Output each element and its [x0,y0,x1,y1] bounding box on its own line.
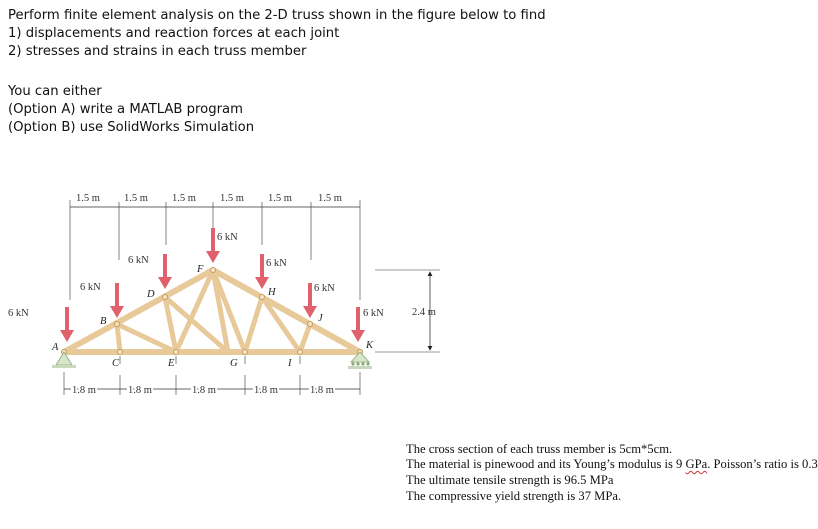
node-label-i: I [288,358,292,369]
bottom-dim-1: 1.8 m [72,385,96,396]
bottom-dim-3: 1.8 m [192,385,216,396]
truss-joints [62,268,363,355]
problem-item-1: 1) displacements and reaction forces at each joint [8,26,340,41]
top-dim-3: 1.5 m [172,193,196,204]
top-dim-4: 1.5 m [220,193,244,204]
load-label-b: 6 kN [80,282,101,293]
height-dim-label: 2.4 m [412,307,436,318]
node-label-f: F [197,264,204,275]
node-label-e: E [168,358,175,369]
top-dim-1: 1.5 m [76,193,100,204]
node-label-c: C [112,358,120,369]
spec-material [406,457,818,472]
node-label-b: B [100,316,107,327]
load-label-d: 6 kN [128,255,149,266]
bottom-dim-2: 1.8 m [128,385,152,396]
spec-material-after: . Poisson’s ratio is 0.3 [707,457,818,471]
node-label-d: D [147,289,155,300]
node-label-k: K [366,340,374,351]
spec-cross-section: The cross section of each truss member is 5cm*5cm. [406,442,673,456]
option-b: (Option B) use SolidWorks Simulation [8,120,255,135]
bottom-dim-4: 1.8 m [254,385,278,396]
load-arrow-d [158,254,172,289]
top-dim-5: 1.5 m [268,193,292,204]
node-label-a: A [52,342,59,353]
problem-item-2: 2) stresses and strains in each truss member [8,44,307,59]
node-label-g: G [230,358,238,369]
load-label-a: 6 kN [8,308,29,319]
load-label-k: 6 kN [363,308,384,319]
load-arrow-a [60,307,74,342]
problem-intro: Perform finite element analysis on the 2-D truss shown in the figure below to find [8,8,546,23]
spec-material-unit: GPa [685,457,708,471]
option-a: (Option A) write a MATLAB program [8,102,243,117]
bottom-node-ticks [120,356,300,364]
bottom-dim-5: 1.8 m [310,385,334,396]
load-label-f: 6 kN [217,232,238,243]
load-label-j: 6 kN [314,283,335,294]
load-arrow-b [110,283,124,318]
spec-material-before: The material is pinewood and its Young’s modulus is 9 [406,457,686,471]
options-intro: You can either [8,84,102,99]
top-dim-6: 1.5 m [318,193,342,204]
top-dim-2: 1.5 m [124,193,148,204]
load-label-h: 6 kN [266,258,287,269]
spec-tensile: The ultimate tensile strength is 96.5 MPa [406,473,614,487]
node-label-j: J [318,313,323,324]
spec-compressive: The compressive yield strength is 37 MPa. [406,489,622,503]
node-label-h: H [268,287,276,298]
